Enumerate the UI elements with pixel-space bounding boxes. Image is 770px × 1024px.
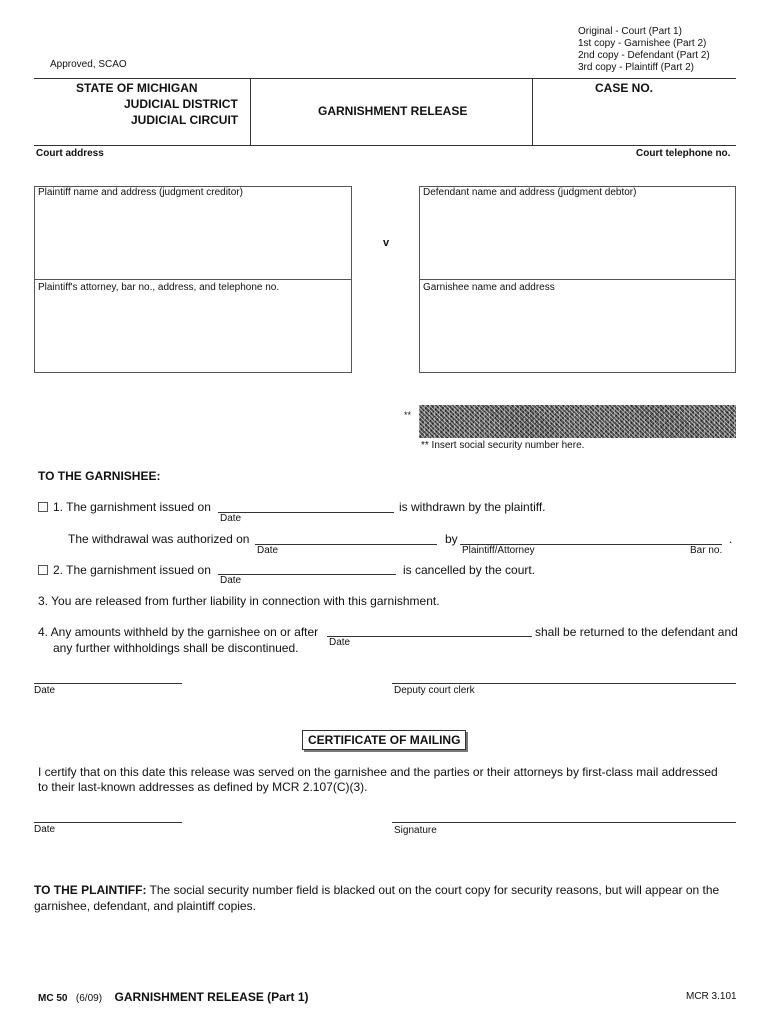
footer-title: GARNISHMENT RELEASE (Part 1)	[114, 990, 309, 1004]
district-label: JUDICIAL DISTRICT	[124, 97, 238, 111]
certificate-date-field[interactable]	[34, 822, 182, 823]
plaintiff-note-line1	[34, 883, 719, 897]
state-label: STATE OF MICHIGAN	[76, 81, 198, 95]
certificate-date-label: Date	[34, 824, 56, 835]
copy-line: 1st copy - Garnishee (Part 2)	[578, 38, 707, 49]
header-top-rule	[34, 78, 736, 79]
release-date-field[interactable]	[34, 683, 182, 684]
court-rule: MCR 3.101	[686, 991, 737, 1002]
case-no-field[interactable]	[600, 98, 730, 138]
certificate-title: CERTIFICATE OF MAILING	[302, 730, 466, 750]
release-date-label: Date	[34, 685, 56, 696]
plaintiff-note-line2: garnishee, defendant, and plaintiff copies.	[34, 899, 256, 913]
plaintiff-note-label: TO THE PLAINTIFF:	[34, 883, 147, 897]
item1-date-field[interactable]	[218, 512, 394, 513]
item2-date-label: Date	[220, 575, 242, 586]
cancelled-checkbox[interactable]	[38, 565, 48, 575]
certificate-signature-field[interactable]	[392, 822, 736, 823]
bar-no-label: Bar no.	[690, 545, 723, 556]
versus-label: v	[383, 237, 390, 249]
withdrawal-date-label: Date	[257, 545, 279, 556]
plaintiff-label: Plaintiff name and address (judgment creditor)	[38, 187, 243, 198]
item1-text-end: is withdrawn by the plaintiff.	[399, 500, 546, 514]
deputy-clerk-label: Deputy court clerk	[394, 685, 475, 696]
court-phone-label: Court telephone no.	[636, 148, 731, 159]
form-title: GARNISHMENT RELEASE	[318, 104, 468, 118]
withdrawal-by: by	[445, 532, 458, 546]
circuit-label: JUDICIAL CIRCUIT	[131, 113, 239, 127]
form-date: (6/09)	[75, 993, 103, 1004]
item3-text: 3. You are released from further liability in connection with this garnishment.	[38, 594, 440, 608]
garnishee-label: Garnishee name and address	[423, 282, 555, 293]
copy-line: 3rd copy - Plaintiff (Part 2)	[578, 62, 694, 73]
court-address-label: Court address	[36, 148, 104, 159]
item4-text: 4. Any amounts withheld by the garnishee on or after	[38, 625, 319, 639]
header-divider-right	[532, 78, 533, 145]
case-no-label: CASE NO.	[595, 81, 654, 95]
attorney-label: Plaintiff's attorney, bar no., address, and telephone no.	[38, 282, 280, 293]
ssn-redacted-field[interactable]	[419, 405, 736, 438]
footer-left	[38, 988, 309, 1006]
withdrawn-checkbox[interactable]	[38, 502, 48, 512]
form-number: MC 50	[38, 993, 68, 1004]
item4-date-label: Date	[329, 637, 351, 648]
ssn-note: ** Insert social security number here.	[421, 440, 585, 451]
item1-text: 1. The garnishment issued on	[53, 500, 211, 514]
item1-date-label: Date	[220, 513, 242, 524]
header-divider-left	[250, 78, 251, 145]
plaintiff-attorney-label: Plaintiff/Attorney	[462, 545, 535, 556]
approved-label: Approved, SCAO	[50, 59, 127, 70]
copy-line: 2nd copy - Defendant (Part 2)	[578, 50, 710, 61]
ssn-marker: **	[404, 410, 412, 420]
item2-text: 2. The garnishment issued on	[53, 563, 211, 577]
withdrawal-text: The withdrawal was authorized on	[68, 532, 250, 546]
withdrawal-date-field[interactable]	[255, 544, 437, 545]
certificate-text-line1: I certify that on this date this release was served on the garnishee and the parties or their attorneys by first-class mail addressed	[38, 765, 718, 779]
deputy-clerk-signature-field[interactable]	[392, 683, 736, 684]
certificate-text-line2: to their last-known addresses as defined by MCR 2.107(C)(3).	[38, 780, 368, 794]
plaintiff-box-divider	[34, 279, 352, 280]
to-garnishee-heading: TO THE GARNISHEE:	[38, 469, 161, 483]
item4-date-field[interactable]	[327, 636, 532, 637]
withdrawal-period: .	[729, 532, 733, 546]
item4-text-cont: any further withholdings shall be discontinued.	[53, 641, 299, 655]
plaintiff-note-text: The social security number field is blacked out on the court copy for security reasons, but will appear on the	[146, 883, 720, 897]
header-bottom-rule	[34, 145, 736, 146]
copy-distribution	[578, 26, 710, 74]
item2-text-end: is cancelled by the court.	[403, 563, 536, 577]
item4-text-end: shall be returned to the defendant and	[535, 625, 738, 639]
defendant-box-divider	[419, 279, 736, 280]
item2-date-field[interactable]	[218, 574, 396, 575]
copy-line: Original - Court (Part 1)	[578, 26, 682, 37]
defendant-label: Defendant name and address (judgment debtor)	[423, 187, 637, 198]
certificate-signature-label: Signature	[394, 825, 437, 836]
